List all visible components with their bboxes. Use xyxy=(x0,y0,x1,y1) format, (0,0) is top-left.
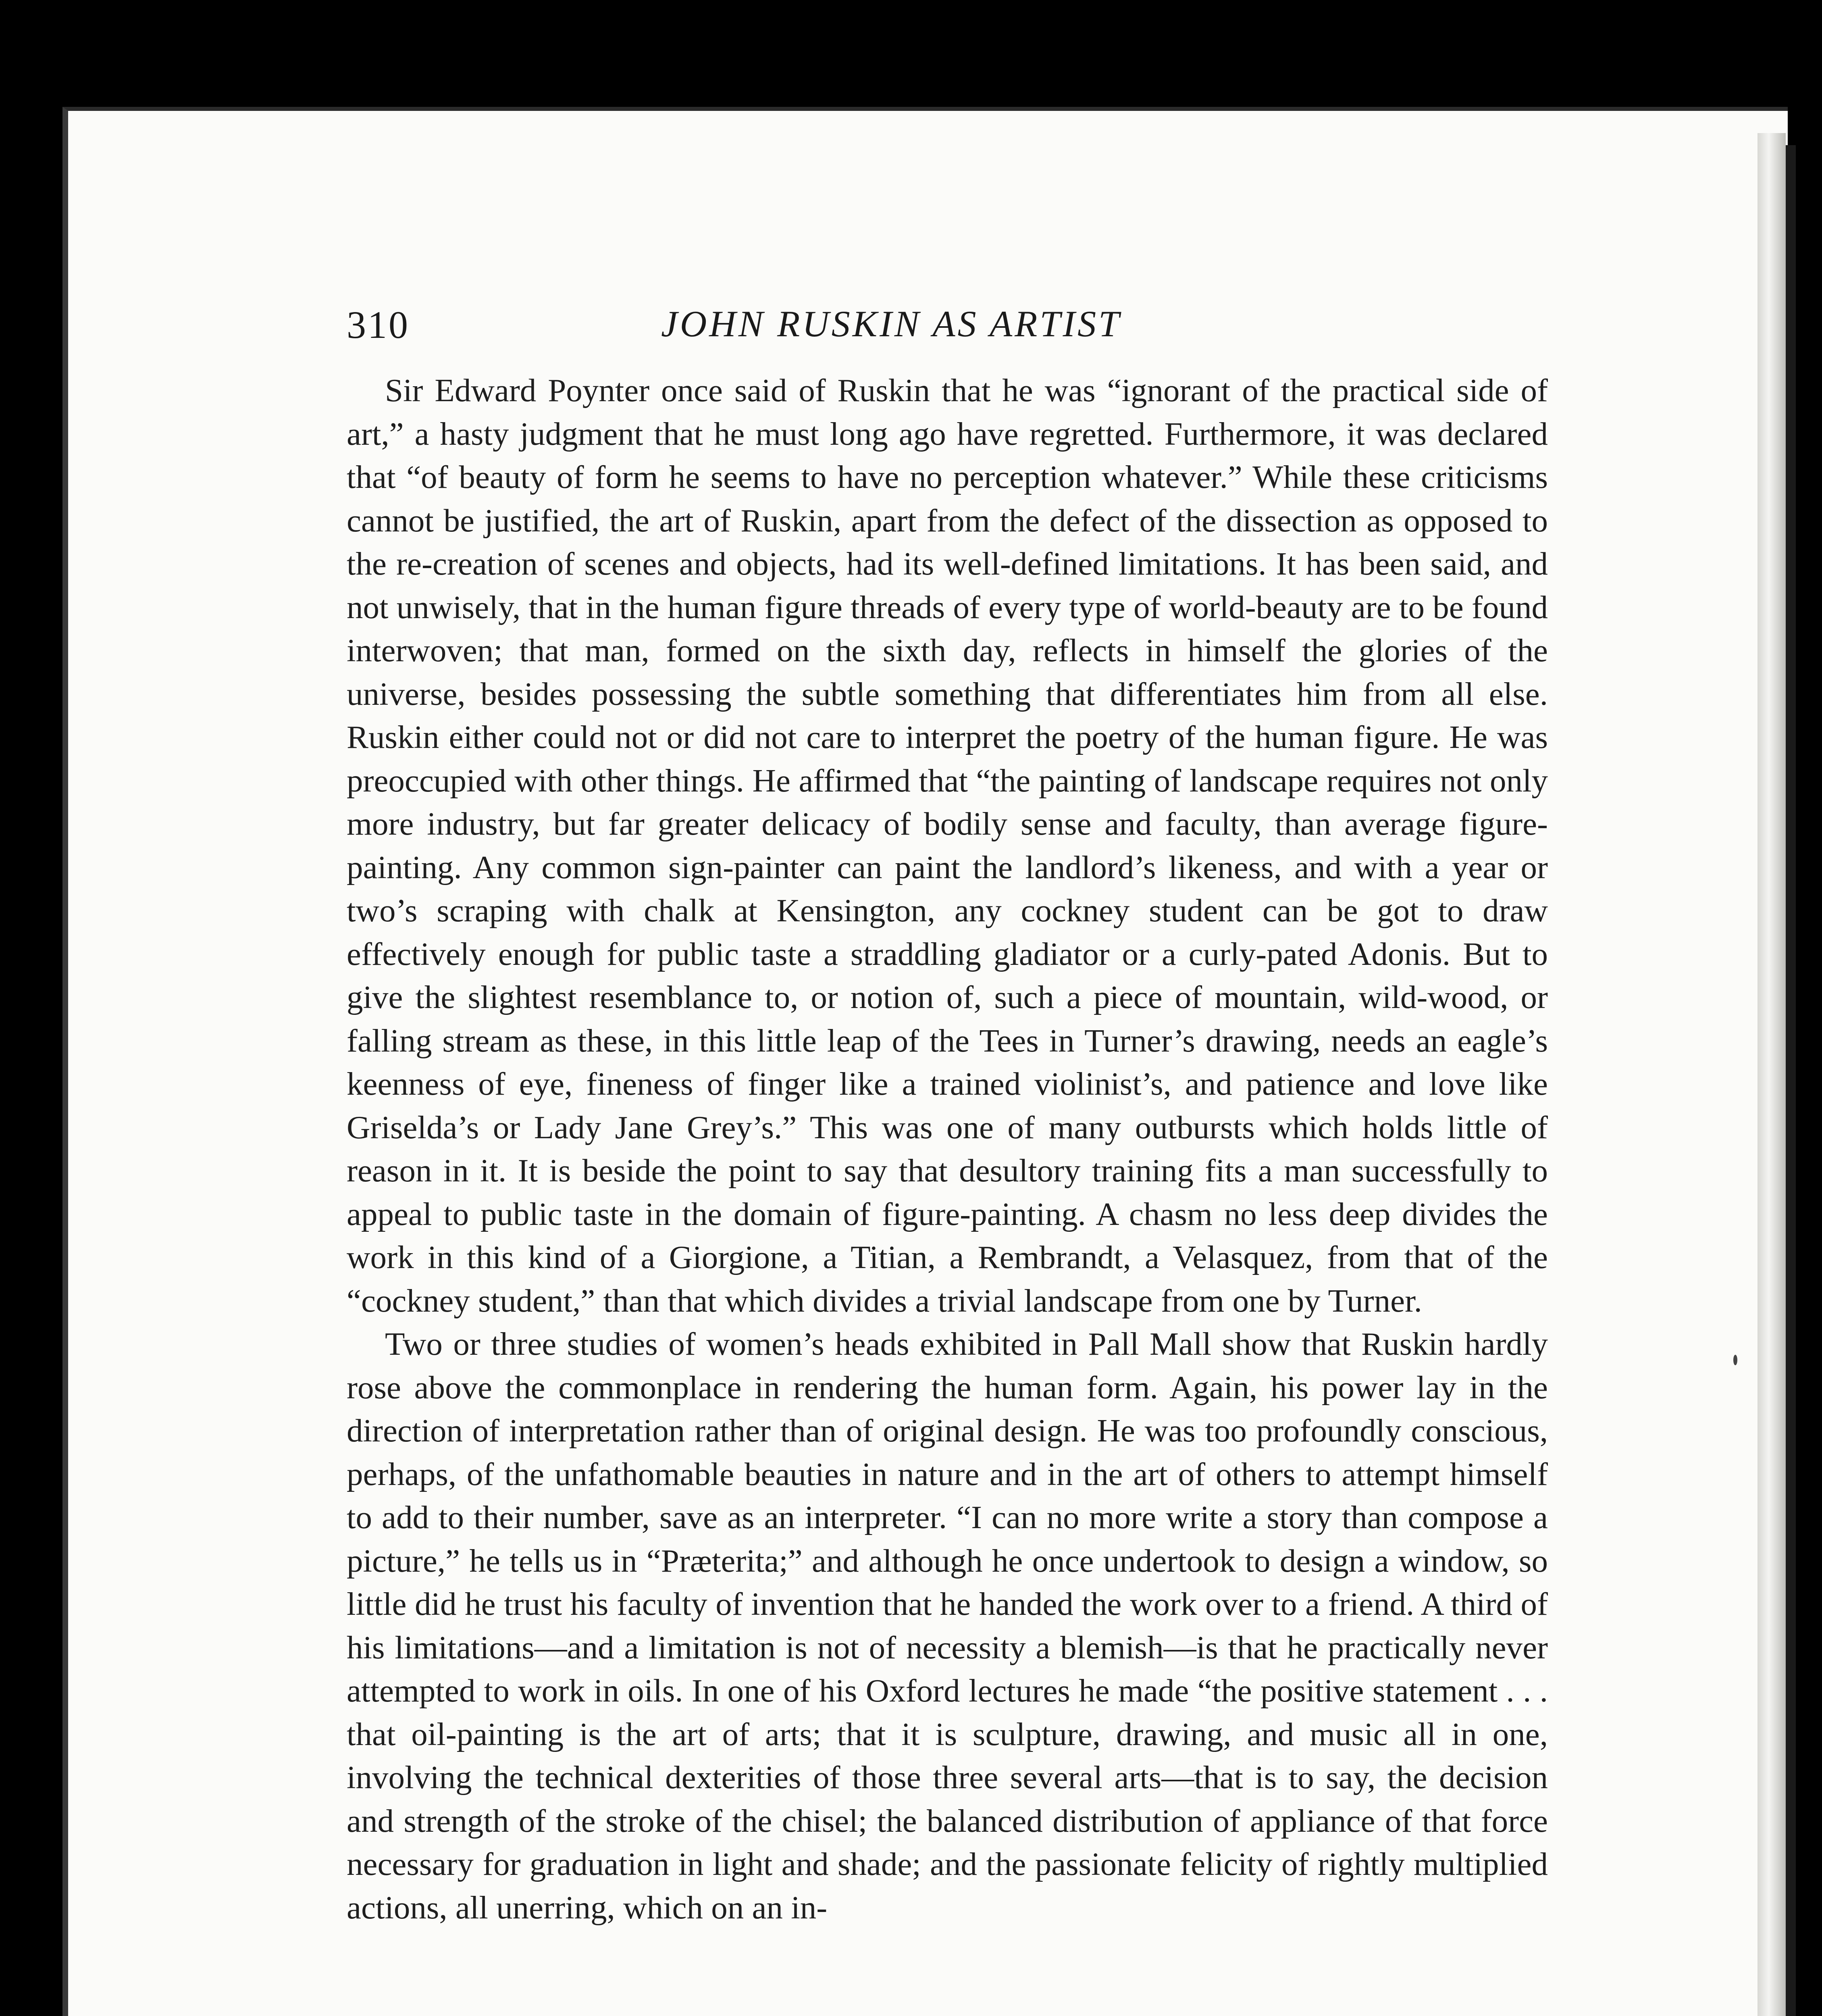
running-head xyxy=(347,302,1556,355)
page-number: 310 xyxy=(347,303,410,346)
paragraph-2: Two or three studies of women’s heads exhibited in Pall Mall show that Ruskin hardly rose above the commonplace in rendering the human form. Again, his power lay in the direction of interpretation rather than of original design. He was too profoundly conscious, perhaps, of the unfathomable beauties in nature and in the art of others to attempt himself to add to their number, save as an interpreter. “I can no more write a story than compose a picture,” he tells us in “Præterita;” and although he once undertook to design a window, so little did he trust his faculty of invention that he handed the work over to a friend. A third of his limitations—and a limitation is not of necessity a blemish—is that he practically never attempted to work in oils. In one of his Oxford lectures he made “the positive statement . . . that oil-painting is the art of arts; that it is sculpture, drawing, and music all in one, involving the technical dexterities of those three several arts—that is to say, the decision and strength of the stroke of the chisel; the balanced distribution of appliance of that force necessary for graduation in light and shade; and the passionate felicity of rightly multiplied actions, all unerring, which on an in- xyxy=(347,1326,1548,1926)
running-head-title: JOHN RUSKIN AS ARTIST xyxy=(661,303,1122,344)
body-text xyxy=(347,369,1548,1929)
scan-speck xyxy=(1733,1355,1737,1365)
paragraph-1: Sir Edward Poynter once said of Ruskin that he was “ignorant of the practical side of art,” a hasty judgment that he must long ago have regretted. Furthermore, it was declared that “of beauty of form he seems to have no perception whatever.” While these criticisms cannot be justified, the art of Ruskin, apart from the defect of the dissection as opposed to the re-creation of scenes and objects, had its well-defined limitations. It has been said, and not unwisely, that in the human figure threads of every type of world-beauty are to be found interwoven; that man, formed on the sixth day, reflects in himself the glories of the universe, besides possessing the subtle something that differentiates him from all else. Ruskin either could not or did not care to interpret the poetry of the human figure. He was preoccupied with other things. He affirmed that “the painting of landscape requires not only more industry, but far greater delicacy of bodily sense and faculty, than average figure-painting. Any common sign-painter can paint the landlord’s likeness, and with a year or two’s scraping with chalk at Kensington, any cockney student can be got to draw effectively enough for public taste a straddling gladiator or a curly-pated Adonis. But to give the slightest resemblance to, or notion of, such a piece of mountain, wild-wood, or falling stream as these, in this little leap of the Tees in Turner’s drawing, needs an eagle’s keenness of eye, fineness of finger like a trained violinist’s, and patience and love like Griselda’s or Lady Jane Grey’s.” This was one of many outbursts which holds little of reason in it. It is beside the point to say that desultory training fits a man successfully to appeal to public taste in the domain of figure-painting. A chasm no less deep divides the work in this kind of a Giorgione, a Titian, a Rembrandt, a Velasquez, from that of the “cockney student,” than that which divides a trivial landscape from one by Turner. xyxy=(347,372,1548,1319)
page-edge xyxy=(1758,133,1786,2016)
